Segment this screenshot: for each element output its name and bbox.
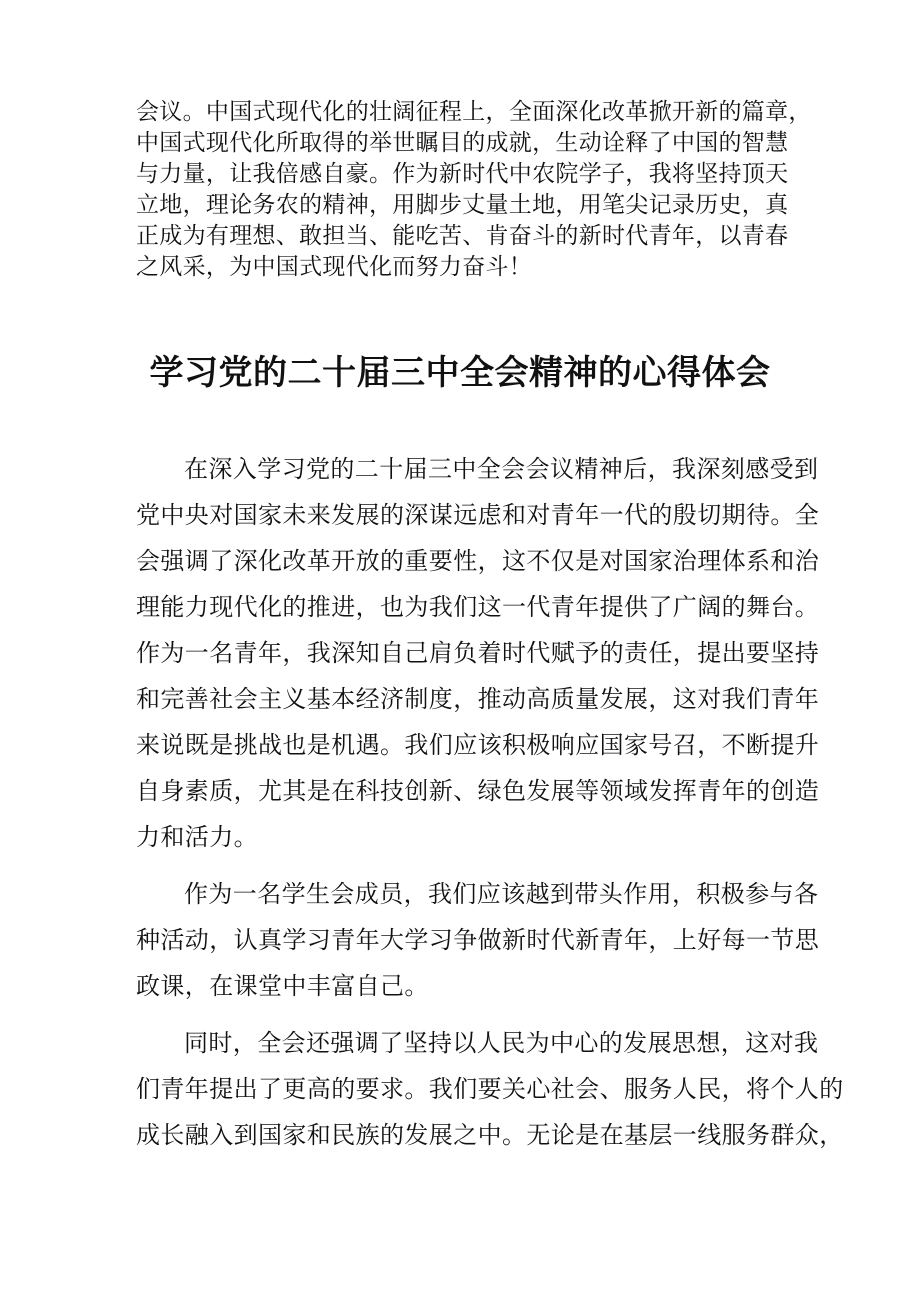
paragraph-gap xyxy=(136,860,796,871)
paragraph-line: 作为一名学生会成员，我们应该越到带头作用，积极参与各 xyxy=(184,880,819,908)
paragraph-line: 政课，在课堂中丰富自己。 xyxy=(136,972,429,1000)
paragraph-line: 立地，理论务农的精神，用脚步丈量土地，用笔尖记录历史，真 xyxy=(136,192,789,218)
paragraph-2 xyxy=(136,871,820,1009)
paragraph-line: 在深入学习党的二十届三中全会会议精神后，我深刻感受到 xyxy=(184,455,819,483)
paragraph-line: 同时，全会还强调了坚持以人民为中心的发展思想，这对我 xyxy=(184,1029,819,1057)
paragraph-line: 作为一名青年，我深知自己肩负着时代赋予的责任，提出要坚持 xyxy=(136,639,820,667)
paragraph-line: 力和活力。 xyxy=(136,823,258,851)
paragraph-1 xyxy=(136,446,820,860)
paragraph-line: 成长融入到国家和民族的发展之中。无论是在基层一线服务群众， xyxy=(136,1121,844,1149)
paragraph-line: 中国式现代化所取得的举世瞩目的成就，生动诠释了中国的智慧 xyxy=(136,130,789,156)
paragraph-line: 来说既是挑战也是机遇。我们应该积极响应国家号召，不断提升 xyxy=(136,731,820,759)
paragraph-line: 与力量，让我倍感自豪。作为新时代中农院学子，我将坚持顶天 xyxy=(136,161,789,187)
paragraph-3 xyxy=(136,1020,844,1158)
paragraph-line: 和完善社会主义基本经济制度，推动高质量发展，这对我们青年 xyxy=(136,685,820,713)
paragraph-line: 种活动，认真学习青年大学习争做新时代新青年，上好每一节思 xyxy=(136,926,820,954)
paragraph-line: 们青年提出了更高的要求。我们要关心社会、服务人民，将个人的 xyxy=(136,1075,844,1103)
paragraph-line: 自身素质，尤其是在科技创新、绿色发展等领域发挥青年的创造 xyxy=(136,777,820,805)
paragraph-line: 会强调了深化改革开放的重要性，这不仅是对国家治理体系和治 xyxy=(136,547,820,575)
paragraph-line: 之风采，为中国式现代化而努力奋斗！ xyxy=(136,254,533,280)
document-body xyxy=(136,446,844,1158)
paragraph-line: 理能力现代化的推进，也为我们这一代青年提供了广阔的舞台。 xyxy=(136,593,820,621)
continued-paragraph xyxy=(136,97,812,283)
paragraph-line: 正成为有理想、敢担当、能吃苦、肯奋斗的新时代青年，以青春 xyxy=(136,223,789,249)
paragraph-line: 党中央对国家未来发展的深谋远虑和对青年一代的殷切期待。全 xyxy=(136,501,820,529)
document-title: 学习党的二十届三中全会精神的心得体会 xyxy=(149,353,771,393)
paragraph-gap xyxy=(136,1009,796,1020)
paragraph-line: 会议。中国式现代化的壮阔征程上，全面深化改革掀开新的篇章， xyxy=(136,99,812,125)
